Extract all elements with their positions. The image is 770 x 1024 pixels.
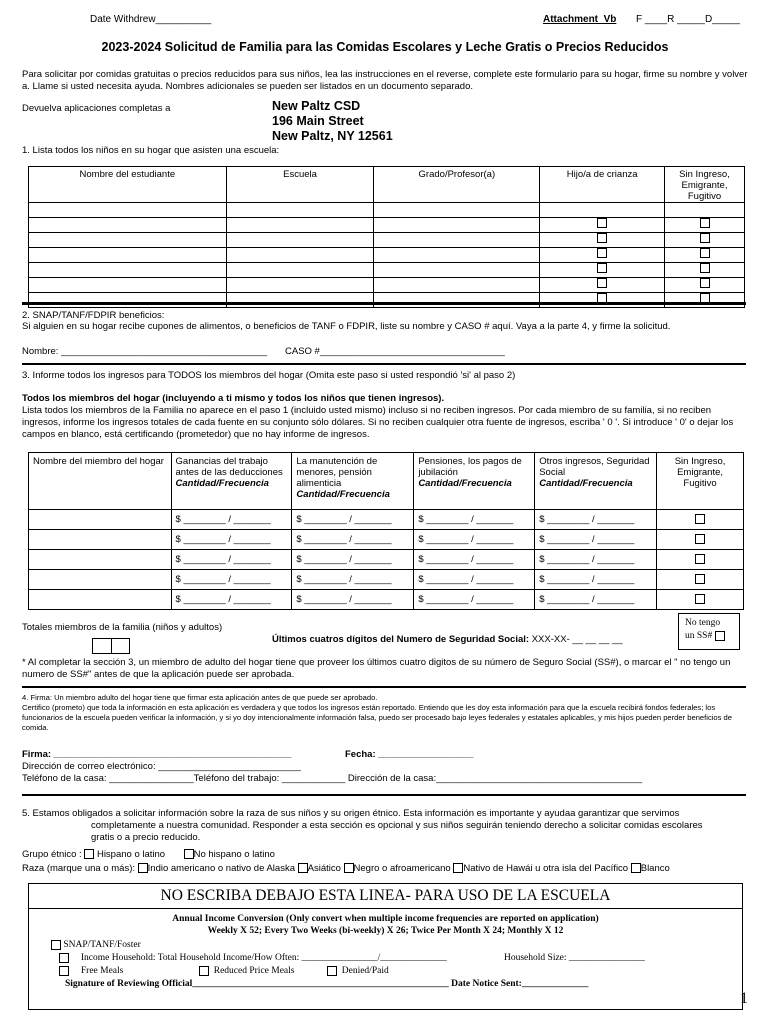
divider — [22, 686, 746, 688]
address-line-2: 196 Main Street — [272, 114, 364, 128]
phone-address-fields[interactable]: Teléfono de la casa: ________________Teléfono del trabajo: ____________ Dirección de la casa:_______________________________________ — [22, 773, 643, 784]
race-checkbox-indian[interactable] — [138, 863, 148, 873]
date-field[interactable] — [345, 749, 473, 761]
step2-label: 2. SNAP/TANF/FDPIR beneficios: — [22, 310, 165, 321]
race-checkbox-white[interactable] — [631, 863, 641, 873]
income-col-subtitle: Cantidad/Frecuencia — [175, 478, 269, 489]
intro-text: Para solicitar por comidas gratuitas o precios reducidos para sus niños, lea las instrucciones en el reverse, complete este formulario para su hogar, firme su nombre y volver a. Llame si usted necesita ayuda. Nombres adicionales se pueden ser listados en un documento separado. — [22, 69, 748, 92]
grade-cell[interactable] — [374, 248, 540, 263]
race-black: Negro o afroamericano — [353, 863, 451, 874]
email-field[interactable]: Dirección de correo electrónico: ___________________________ — [22, 761, 301, 772]
race-indian: Indio americano o nativo de Alaska — [147, 863, 295, 874]
income-checkbox[interactable] — [59, 953, 69, 963]
income-col-title: Ganancias del trabajo antes de las deducciones — [175, 456, 283, 478]
income-amount-cell[interactable]: $ ________ / _______ — [292, 510, 414, 530]
divider — [22, 302, 746, 305]
reviewer-signature-field[interactable]: Signature of Reviewing Official______________________________________________________ Date Notice Sent:______________ — [65, 979, 589, 989]
income-amount-cell[interactable]: $ ________ / _______ — [414, 570, 535, 590]
race-asian: Asiático — [307, 863, 341, 874]
return-address — [272, 99, 393, 144]
income-col-header — [657, 453, 744, 510]
totals-label: Totales miembros de la familia (niños y adultos) — [22, 622, 223, 633]
foster-cell[interactable] — [540, 203, 665, 218]
no-ssn-box — [678, 613, 740, 650]
foster-cell[interactable] — [540, 248, 665, 263]
foster-cell[interactable] — [540, 233, 665, 248]
income-col-title: Otros ingresos, Seguridad Social — [539, 456, 650, 478]
income-col-header — [29, 453, 172, 510]
no-income-cell[interactable] — [665, 293, 745, 308]
school-cell[interactable] — [226, 203, 374, 218]
table-row — [29, 278, 745, 293]
grade-cell[interactable] — [374, 293, 540, 308]
school-cell[interactable] — [226, 218, 374, 233]
no-income-cell[interactable] — [657, 550, 744, 570]
denied-checkbox[interactable] — [327, 966, 337, 976]
school-cell[interactable] — [226, 248, 374, 263]
table-row — [29, 293, 745, 308]
no-income-checkbox[interactable] — [700, 278, 710, 288]
member-name-cell[interactable] — [29, 530, 172, 550]
step5-text-2: completamente a nuestra comunidad. Responder a esta sección es opcional y sus niños seguirán teniendo derecho a solicitar comidas escolares — [91, 820, 703, 831]
col-foster: Hijo/a de crianza — [540, 167, 665, 203]
income-amount-cell[interactable]: $ ________ / _______ — [535, 510, 657, 530]
grade-cell[interactable] — [374, 233, 540, 248]
children-table-header — [29, 167, 745, 203]
no-income-cell[interactable] — [657, 510, 744, 530]
table-row — [29, 530, 744, 550]
school-cell[interactable] — [226, 263, 374, 278]
form-title: 2023-2024 Solicitud de Familia para las Comidas Escolares y Leche Gratis o Precios Reducidos — [101, 40, 669, 54]
attachment-label: Attachment_Vb — [543, 14, 617, 25]
income-col-header — [171, 453, 292, 510]
step1-label: 1. Lista todos los niños en su hogar que asisten una escuela: — [22, 145, 280, 156]
race-checkbox-black[interactable] — [344, 863, 354, 873]
income-amount-cell[interactable]: $ ________ / _______ — [535, 570, 657, 590]
grade-cell[interactable] — [374, 263, 540, 278]
income-col-title: Nombre del miembro del hogar — [33, 456, 164, 467]
member-name-cell[interactable] — [29, 550, 172, 570]
grade-cell[interactable] — [374, 203, 540, 218]
no-ssn-line1: No tengo — [685, 618, 721, 628]
snap-name-field[interactable]: Nombre: _______________________________________ — [22, 346, 268, 357]
col-school: Escuela — [226, 167, 374, 203]
income-amount-cell[interactable]: $ ________ / _______ — [535, 550, 657, 570]
school-cell[interactable] — [226, 293, 374, 308]
col-student-name: Nombre del estudiante — [29, 167, 227, 203]
table-row — [29, 570, 744, 590]
conversion-line-1: Annual Income Conversion (Only convert when multiple income frequencies are reported on application) — [172, 914, 599, 924]
grade-cell[interactable] — [374, 218, 540, 233]
income-amount-cell[interactable]: $ ________ / _______ — [535, 530, 657, 550]
foster-checkbox[interactable] — [597, 278, 607, 288]
conversion-line-2: Weekly X 52; Every Two Weeks (bi-weekly) X 26; Twice Per Month X 24; Monthly X 12 — [207, 926, 564, 936]
meal-status-row — [59, 966, 123, 976]
step3-label: 3. Informe todos los ingresos para TODOS los miembros del hogar (Omita este paso si usted respondió 'si' al paso 2) — [22, 370, 516, 381]
school-cell[interactable] — [226, 278, 374, 293]
income-amount-cell[interactable]: $ ________ / _______ — [414, 510, 535, 530]
date-withdrew-field[interactable]: Date Withdrew__________ — [90, 14, 212, 25]
page-number: 1 — [740, 990, 748, 1007]
foster-checkbox[interactable] — [597, 233, 607, 243]
foster-checkbox[interactable] — [597, 218, 607, 228]
income-col-title: Sin Ingreso, Emigrante, Fugitivo — [674, 456, 726, 489]
foster-cell[interactable] — [540, 263, 665, 278]
foster-cell[interactable] — [540, 278, 665, 293]
student-name-cell[interactable] — [29, 218, 227, 233]
address-line-3: New Paltz, NY 12561 — [272, 129, 393, 143]
income-amount-cell[interactable]: $ ________ / _______ — [292, 550, 414, 570]
snap-checkbox[interactable] — [51, 940, 61, 950]
divider — [22, 794, 746, 796]
denied-row — [327, 966, 389, 976]
income-amount-cell[interactable]: $ ________ / _______ — [171, 590, 292, 610]
member-name-cell[interactable] — [29, 570, 172, 590]
divider — [22, 363, 746, 365]
no-income-cell[interactable] — [665, 218, 745, 233]
non-hispanic-checkbox[interactable] — [184, 849, 194, 859]
income-amount-cell[interactable]: $ ________ / _______ — [171, 550, 292, 570]
race-pacific: Nativo de Hawái u otra isla del Pacífico — [463, 863, 629, 874]
grade-cell[interactable] — [374, 278, 540, 293]
no-income-cell[interactable] — [657, 530, 744, 550]
income-col-subtitle: Cantidad/Frecuencia — [418, 478, 512, 489]
income-amount-cell[interactable]: $ ________ / _______ — [171, 530, 292, 550]
snap-row — [51, 940, 141, 950]
step5-text-3: gratis o a precio reducido. — [91, 832, 201, 843]
no-income-cell[interactable] — [665, 263, 745, 278]
income-col-title: Pensiones, los pagos de jubilación — [418, 456, 522, 478]
date-label: Fecha: __________________ — [345, 749, 474, 760]
table-row — [29, 550, 744, 570]
no-income-checkbox[interactable] — [695, 534, 705, 544]
no-ssn-checkbox[interactable] — [715, 631, 725, 641]
foster-cell[interactable] — [540, 293, 665, 308]
no-income-checkbox[interactable] — [700, 233, 710, 243]
foster-checkbox[interactable] — [597, 248, 607, 258]
office-use-box — [28, 883, 743, 1010]
income-col-header — [535, 453, 657, 510]
income-table — [28, 452, 744, 610]
income-col-title: La manutención de menores, pensión alimenticia — [296, 456, 378, 489]
ssn-note: * Al completar la sección 3, un miembro de adulto del hogar tiene que proveer los últimos cuatro digitos de su número de Seguro Social (SS#), o marcar el " no tengo un numero de SS#" antes de que la aplicación puede ser aprobada. — [22, 657, 731, 680]
ssn-field[interactable]: XXX-XX- __ __ __ __ — [531, 634, 623, 645]
no-income-checkbox[interactable] — [695, 554, 705, 564]
office-use-title: NO ESCRIBA DEBAJO ESTA LINEA- PARA USO DE LA ESCUELA — [29, 884, 742, 909]
no-income-checkbox[interactable] — [700, 248, 710, 258]
address-line-1: New Paltz CSD — [272, 99, 361, 113]
income-amount-cell[interactable]: $ ________ / _______ — [414, 550, 535, 570]
table-row — [29, 510, 744, 530]
no-income-cell[interactable] — [665, 233, 745, 248]
table-row — [29, 203, 745, 218]
student-name-cell[interactable] — [29, 293, 227, 308]
ethnic-row — [22, 849, 275, 861]
income-amount-cell[interactable]: $ ________ / _______ — [414, 530, 535, 550]
student-name-cell[interactable] — [29, 263, 227, 278]
income-col-subtitle: Cantidad/Frecuencia — [539, 478, 633, 489]
race-checkbox-pacific[interactable] — [453, 863, 463, 873]
step2-text: Si alguien en su hogar recibe cupones de alimentos, o beneficios de TANF o FDPIR, liste su nombre y CASO # aquí. Vaya a la parte 4, y firme la solicitud. — [22, 321, 671, 332]
income-amount-cell[interactable]: $ ________ / _______ — [171, 570, 292, 590]
denied-label: Denied/Paid — [341, 966, 389, 977]
income-amount-cell[interactable]: $ ________ / _______ — [292, 590, 414, 610]
no-income-cell[interactable] — [657, 570, 744, 590]
student-name-cell[interactable] — [29, 278, 227, 293]
office-codes-field[interactable]: F ____R _____D_____ — [636, 14, 740, 25]
income-amount-cell[interactable]: $ ________ / _______ — [414, 590, 535, 610]
income-household-field[interactable]: Income Household: Total Household Income/How Often: ________________/______________ — [80, 953, 447, 964]
income-table-header — [29, 453, 744, 510]
member-name-cell[interactable] — [29, 590, 172, 610]
income-row — [59, 953, 447, 963]
table-row — [29, 263, 745, 278]
step5-text-1: 5. Estamos obligados a solicitar información sobre la raza de sus niños y su origen étnico. Esta información es importante y ayudaa garantizar que servimos — [22, 808, 680, 819]
hispanic-checkbox[interactable] — [84, 849, 94, 859]
table-row — [29, 218, 745, 233]
race-checkbox-asian[interactable] — [298, 863, 308, 873]
reduced-label: Reduced Price Meals — [213, 966, 295, 977]
foster-cell[interactable] — [540, 218, 665, 233]
no-income-cell[interactable] — [665, 248, 745, 263]
table-row — [29, 590, 744, 610]
step3-bold: Todos los miembros del hogar (incluyendo a ti mismo y todos los niños que tienen ingresos). — [22, 393, 445, 404]
free-checkbox[interactable] — [59, 966, 69, 976]
no-income-checkbox[interactable] — [695, 594, 705, 604]
no-income-checkbox[interactable] — [695, 514, 705, 524]
no-ssn-line2: un SS# — [685, 631, 713, 641]
income-amount-cell[interactable]: $ ________ / _______ — [292, 570, 414, 590]
children-table — [28, 166, 745, 308]
no-income-checkbox[interactable] — [700, 218, 710, 228]
hispanic-label: Hispano o latino — [96, 849, 166, 860]
school-cell[interactable] — [226, 233, 374, 248]
race-white: Blanco — [640, 863, 670, 874]
income-col-header — [414, 453, 535, 510]
foster-checkbox[interactable] — [597, 263, 607, 273]
household-size-field[interactable]: Household Size: ________________ — [504, 953, 645, 963]
certification-text: Certifico (prometo) que toda la información en esta aplicación es verdadera y que todos los ingresos están reportado. Entiendo que les doy esta información para que la escuela recibirá fondos federales; los funcionarios de la escuela pueden verificar la información, y si yo doy intencionalmente información falsa, puedo ser procesado bajo leyes federales y estatales aplicables, y mis hijos pueden perder beneficios de comida. — [22, 703, 733, 732]
student-name-cell[interactable] — [29, 233, 227, 248]
student-name-cell[interactable] — [29, 203, 227, 218]
member-name-cell[interactable] — [29, 510, 172, 530]
ssn-label: Últimos cuatros dígitos del Numero de Seguridad Social: — [272, 634, 530, 645]
case-number-field[interactable]: CASO #___________________________________ — [285, 346, 505, 357]
snap-label: SNAP/TANF/Foster — [63, 940, 141, 951]
free-label: Free Meals — [80, 966, 124, 977]
no-income-checkbox[interactable] — [695, 574, 705, 584]
reduced-checkbox[interactable] — [199, 966, 209, 976]
no-income-checkbox[interactable] — [700, 263, 710, 273]
income-amount-cell[interactable]: $ ________ / _______ — [535, 590, 657, 610]
step4-label: 4. Firma: Un miembro adulto del hogar tiene que firmar esta aplicación antes de que puede ser aprobado. — [22, 693, 378, 702]
reduced-row — [199, 966, 294, 976]
income-col-subtitle: Cantidad/Frecuencia — [296, 489, 390, 500]
ethnic-label: Grupo étnico : — [22, 849, 82, 860]
race-label: Raza (marque una o más): — [22, 863, 135, 874]
no-income-cell[interactable] — [665, 278, 745, 293]
table-row — [29, 233, 745, 248]
step3-text: Lista todos los miembros de la Familia no aparece en el paso 1 (incluido usted mismo) incluso si no reciben ingresos. Por cada miembro de su familia, si no reciben ingresos, informe los ingresos totales de cada fuente en su conjunto sólo dólares. Si no reciben cualquier otra fuente de ingresos, escriba ' 0 '. Si introduce ' 0' o dejar los campos en blanco, está certificando (prometedor) que no hay informe de ingresos. — [22, 405, 734, 440]
ssn-line — [272, 634, 623, 646]
income-col-header — [292, 453, 414, 510]
signature-field[interactable]: Firma: _____________________________________________ — [22, 749, 292, 760]
no-income-cell[interactable] — [665, 203, 745, 218]
non-hispanic-label: No hispano o latino — [193, 849, 275, 860]
student-name-cell[interactable] — [29, 248, 227, 263]
return-label: Devuelva aplicaciones completas a — [22, 103, 171, 114]
income-amount-cell[interactable]: $ ________ / _______ — [171, 510, 292, 530]
no-income-cell[interactable] — [657, 590, 744, 610]
race-row — [22, 863, 670, 875]
totals-input[interactable] — [92, 638, 130, 654]
col-grade: Grado/Profesor(a) — [374, 167, 540, 203]
income-amount-cell[interactable]: $ ________ / _______ — [292, 530, 414, 550]
col-no-income: Sin Ingreso, Emigrante, Fugitivo — [665, 167, 745, 203]
table-row — [29, 248, 745, 263]
